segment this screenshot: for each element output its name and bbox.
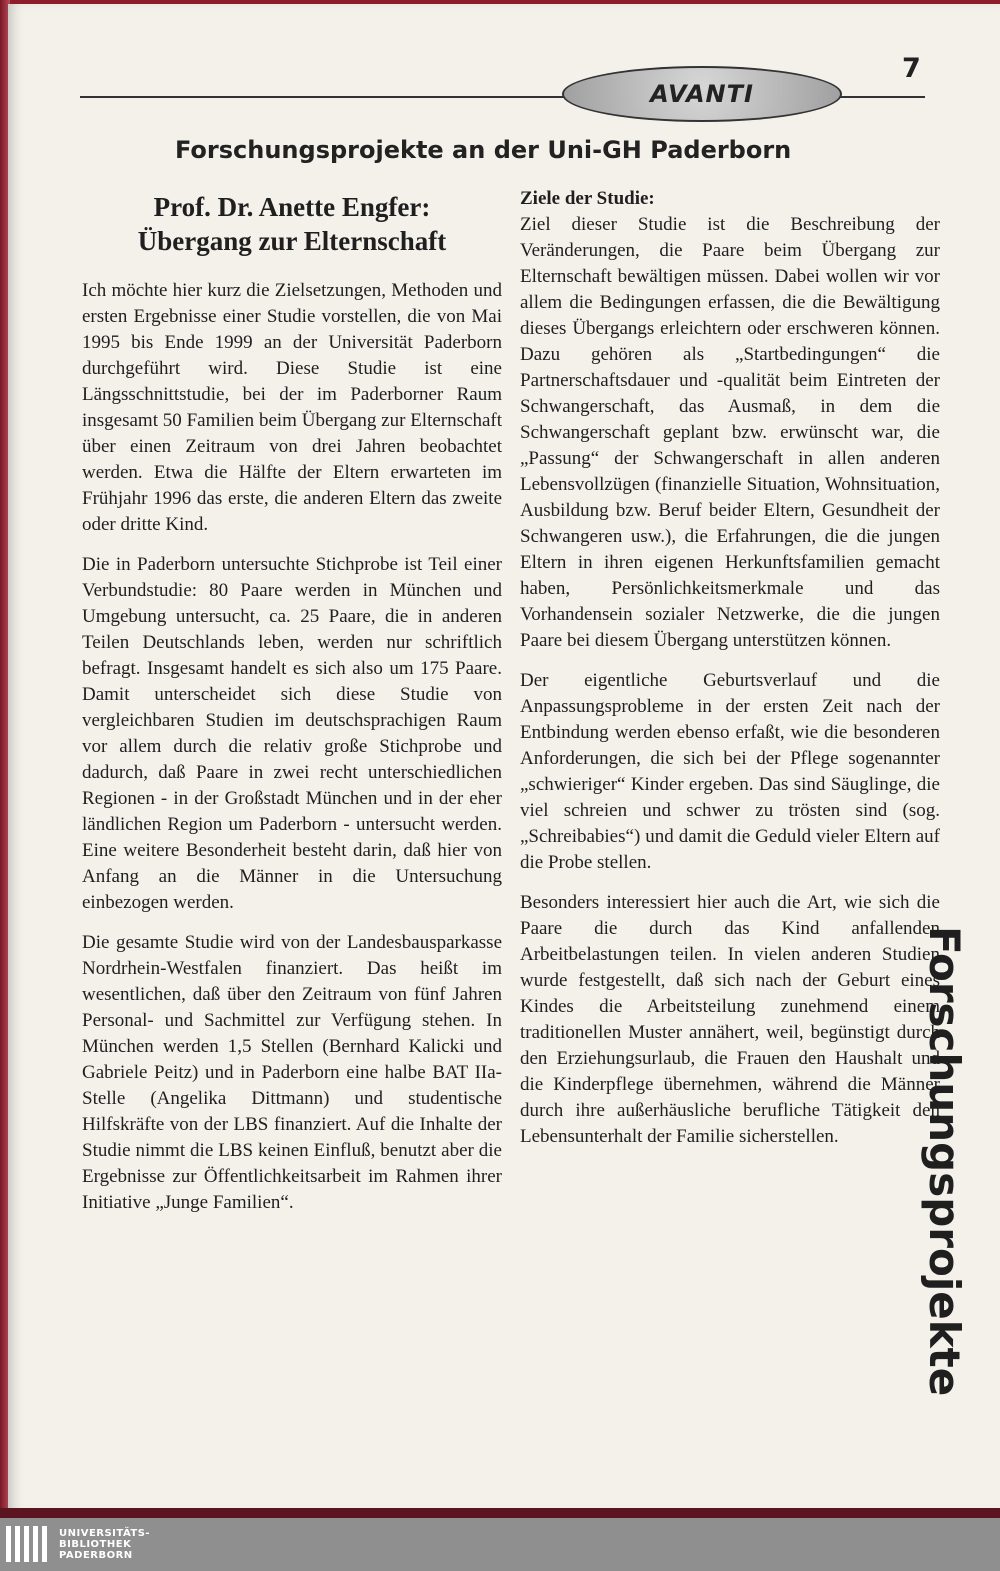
vertical-side-label: Forschungsprojekte [920,926,969,1397]
article-title: Forschungsprojekte an der Uni-GH Paderborn [175,136,792,164]
paragraph: Die in Paderborn untersuchte Stichprobe ist Teil einer Verbundstudie: 80 Paare werden in München und Umgebung untersucht, ca. 25 Paare, die in anderen Teilen Deutschlands leben, werden nur schriftlich befragt. Insgesamt handelt es sich also um 175 Paare. Damit unterscheidet sich diese Studie von vergleichbaren Studien im deutschsprachigen Raum vor allem durch die relativ große Stichprobe und dadurch, daß Paare in zwei recht unterschiedlichen Regionen - in der Großstadt München und in der eher ländlichen Region um Paderborn - untersucht werden. Eine weitere Besonderheit besteht darin, daß hier von Anfang an die Männer in die Untersuchung einbezogen werden. [82,554,502,913]
paragraph: Ich möchte hier kurz die Zielsetzungen, Methoden und ersten Ergebnisse einer Studie vorstellen, die von Mai 1995 bis Ende 1999 an der Universität Paderborn durchgeführt wird. Diese Studie ist eine Längsschnittstudie, bei der im Paderborner Raum insgesamt 50 Familien beim Übergang zur Elternschaft über einen Zeitraum von drei Jahren beobachtet werden. Etwa die Hälfte der Eltern erwarteten im Frühjahr 1996 das erste, die anderen Eltern das zweite oder dritte Kind. [82,280,502,535]
author-heading [82,190,502,258]
avanti-badge-text: AVANTI [650,80,754,108]
paragraph: Die gesamte Studie wird von der Landesbausparkasse Nordrhein-Westfalen finanziert. Das heißt im wesentlichen, daß über den Zeitraum von fünf Jahren Personal- und Sachmittel zur Verfügung stehen. In München werden 1,5 Stellen (Bernhard Kalicki und Gabriele Peitz) und in Paderborn eine halbe BAT IIa-Stelle (Angelika Dittmann) und studentische Hilfskräfte von der LBS finanziert. Auf die Inhalte der Studie nimmt die LBS keinen Einfluß, benutzt aber die Ergebnisse zur Öffentlichkeitsarbeit im Rahmen ihrer Initiative „Junge Familien“. [82,932,502,1213]
page-number: 7 [902,53,921,84]
paragraph: Ziel dieser Studie ist die Beschreibung der Veränderungen, die Paare beim Übergang zur Elternschaft bewältigen müssen. Dabei wollen wir vor allem die Bedingungen erfassen, die die Bewältigung dieses Übergangs erleichtern oder erschweren können. Dazu gehören als „Startbedingungen“ die Partnerschaftsdauer und -qualität beim Eintreten der Schwangerschaft, das Ausmaß, in dem die Schwangerschaft geplant bzw. erwünscht war, die „Passung“ der Schwangerschaft in allen anderen Lebensvollzügen (finanzielle Situation, Wohnsituation, Ausbildung bzw. Beruf beider Eltern, Gesundheit der Schwangeren usw.), die Erfahrungen, die die jungen Eltern in ihren eigenen Herkunftsfamilien gemacht haben, Persönlichkeitsmerkmale und das Vorhandensein sozialer Netzwerke, die die jungen Paare bei diesem Übergang unterstützen können. [520,214,940,651]
paragraph: Besonders interessiert hier auch die Art, wie sich die Paare die durch das Kind anfallenden Arbeitbelastungen teilen. In vielen anderen Studien wurde festgestellt, daß sich nach der Geburt eines Kindes die Arbeitsteilung zunehmend einem traditionellen Muster annähert, weil, begünstigt durch den Erziehungsurlaub, die Frauen den Haushalt und die Kinderpflege übernehmen, während die Männer durch ihre außerhäusliche berufliche Tätigkeit den Lebensunterhalt der Familie sicherstellen. [520,892,940,1147]
page-bottom-shadow [0,1508,1000,1518]
library-logo-text: UNIVERSITÄTS- BIBLIOTHEK PADERBORN [59,1527,151,1561]
section-heading: Ziele der Studie: [520,188,655,209]
right-column [520,186,940,1164]
left-column [82,190,502,1230]
library-logo-icon [6,1526,47,1562]
avanti-badge [562,66,842,122]
article-subtitle: Übergang zur Elternschaft [137,226,447,256]
library-footer [0,1518,1000,1571]
author-name: Prof. Dr. Anette Engfer: [153,192,431,222]
paragraph: Der eigentliche Geburtsverlauf und die Anpassungsprobleme in der ersten Zeit nach der Entbindung werden ebenso erfaßt, wie die besonderen Anforderungen, die sich bei der Pflege sogenannter „schwieriger“ Kinder ergeben. Das sind Säuglinge, die viel schreien und schwer zu trösten sind (sog. „Schreibabies“) und damit die Geduld vieler Eltern auf die Probe stellen. [520,670,940,873]
library-logo [6,1526,150,1562]
